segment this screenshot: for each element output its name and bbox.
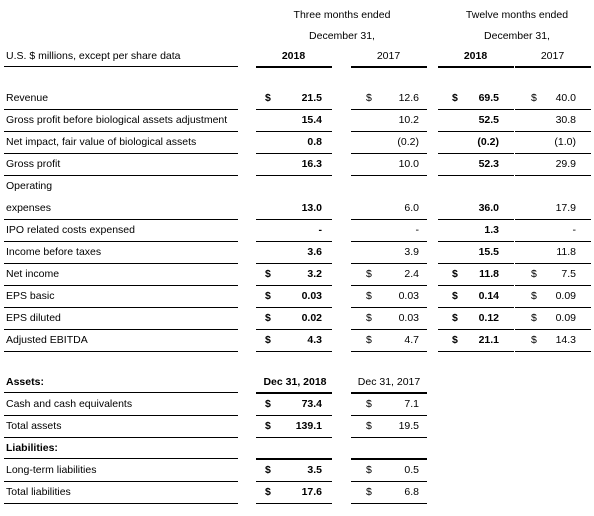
- row-label: EPS basic: [6, 290, 55, 302]
- table-cell-value: (0.2): [477, 136, 499, 148]
- table-cell-value: 12.6: [398, 92, 419, 104]
- row-label: IPO related costs expensed: [6, 224, 135, 236]
- row-divider-col: [515, 329, 591, 330]
- row-divider-col: [351, 153, 427, 154]
- row-label: Net impact, fair value of biological assets: [6, 136, 197, 148]
- header-rule-col: [438, 66, 514, 68]
- row-divider-col: [438, 241, 514, 242]
- row-divider: [4, 219, 238, 220]
- row-divider-col: [256, 263, 332, 264]
- currency-symbol: $: [452, 92, 458, 104]
- currency-symbol: $: [531, 268, 537, 280]
- currency-symbol: $: [531, 290, 537, 302]
- table-cell-value: 10.0: [398, 158, 419, 170]
- row-divider-col: [256, 131, 332, 132]
- table-cell-value: 2.4: [404, 268, 419, 280]
- row-divider-col: [351, 307, 427, 308]
- table-cell-value: 4.3: [307, 334, 322, 346]
- row-divider-col: [256, 175, 332, 176]
- row-divider-col: [351, 351, 427, 352]
- row-divider-col: [438, 351, 514, 352]
- currency-symbol: $: [452, 268, 458, 280]
- table-cell-value: 11.8: [556, 246, 576, 258]
- row-divider-col: [256, 329, 332, 330]
- row-divider-col: [256, 109, 332, 110]
- header-rule: [4, 66, 238, 67]
- currency-symbol: $: [366, 398, 372, 410]
- table-cell-value: 36.0: [478, 202, 499, 214]
- currency-symbol: $: [531, 312, 537, 324]
- twelve-months-header: Twelve months ended: [465, 9, 569, 21]
- row-divider: [4, 415, 238, 416]
- row-divider: [4, 351, 238, 352]
- table-cell-value: 0.09: [555, 290, 576, 302]
- row-divider-col: [256, 351, 332, 352]
- row-divider-col: [515, 153, 591, 154]
- table-cell-value: 1.3: [484, 224, 499, 236]
- table-cell-value: 11.8: [479, 268, 499, 280]
- row-divider-col: [351, 131, 427, 132]
- table-cell-value: 15.5: [478, 246, 499, 258]
- currency-symbol: $: [366, 420, 372, 432]
- row-divider-col: [256, 415, 332, 416]
- row-label: EPS diluted: [6, 312, 61, 324]
- row-divider-col: [438, 153, 514, 154]
- row-divider-col: [256, 241, 332, 242]
- table-cell-value: 3.6: [307, 246, 322, 258]
- col-header-3m-2018: 2018: [281, 50, 306, 62]
- table-cell-value: 17.9: [555, 202, 576, 214]
- row-divider-col: [351, 109, 427, 110]
- row-label: Operating: [6, 180, 53, 192]
- row-divider: [4, 329, 238, 330]
- currency-symbol: $: [366, 92, 372, 104]
- currency-symbol: $: [366, 312, 372, 324]
- currency-symbol: $: [265, 312, 271, 324]
- table-cell-value: 0.8: [307, 136, 322, 148]
- row-divider-col: [351, 437, 427, 438]
- currency-symbol: $: [265, 464, 271, 476]
- table-cell-value: 16.3: [301, 158, 322, 170]
- row-label: Cash and cash equivalents: [6, 398, 133, 410]
- assets-heading: Assets:: [6, 376, 44, 388]
- table-cell-value: 3.2: [307, 268, 322, 280]
- currency-symbol: $: [452, 334, 458, 346]
- row-divider-col: [256, 307, 332, 308]
- three-months-header: Three months ended: [293, 9, 391, 21]
- currency-symbol: $: [452, 312, 458, 324]
- table-cell-value: 40.0: [555, 92, 576, 104]
- col-header-3m-2017: 2017: [376, 50, 401, 62]
- table-cell-value: 13.0: [301, 202, 322, 214]
- row-divider-col: [515, 219, 591, 220]
- currency-symbol: $: [366, 464, 372, 476]
- table-cell-value: 3.5: [307, 464, 322, 476]
- row-divider: [4, 503, 238, 504]
- currency-symbol: $: [531, 92, 537, 104]
- row-divider-col: [438, 109, 514, 110]
- liabilities-heading-rule-col: [351, 458, 427, 460]
- liabilities-heading: Liabilities:: [6, 442, 58, 454]
- row-divider-col: [351, 285, 427, 286]
- row-divider-col: [351, 263, 427, 264]
- currency-symbol: $: [265, 290, 271, 302]
- table-cell-value: 0.5: [404, 464, 419, 476]
- table-cell-value: 21.1: [478, 334, 499, 346]
- row-label: Total assets: [6, 420, 62, 432]
- row-divider-col: [515, 263, 591, 264]
- row-divider: [4, 175, 238, 176]
- table-cell-value: 73.4: [301, 398, 322, 410]
- balance-header-rule: [256, 392, 332, 394]
- header-rule-col: [256, 66, 332, 68]
- table-cell-value: 69.5: [478, 92, 499, 104]
- row-divider-col: [438, 285, 514, 286]
- table-cell-value: -: [415, 224, 419, 236]
- row-divider-col: [256, 219, 332, 220]
- table-cell-value: 14.3: [555, 334, 576, 346]
- currency-symbol: $: [366, 334, 372, 346]
- row-divider-col: [351, 329, 427, 330]
- row-divider-col: [438, 307, 514, 308]
- col-header-12m-2017: 2017: [540, 50, 565, 62]
- table-cell-value: 0.03: [398, 312, 419, 324]
- assets-heading-rule: [4, 392, 238, 393]
- table-cell-value: 0.02: [301, 312, 322, 324]
- table-cell-value: 10.2: [398, 114, 419, 126]
- row-label: Adjusted EBITDA: [6, 334, 88, 346]
- row-divider-col: [515, 307, 591, 308]
- row-divider-col: [351, 219, 427, 220]
- table-cell-value: -: [572, 224, 576, 236]
- row-label: Income before taxes: [6, 246, 102, 258]
- twelve-months-date: December 31,: [484, 30, 550, 42]
- table-cell-value: 0.03: [398, 290, 419, 302]
- currency-symbol: $: [265, 334, 271, 346]
- table-cell-value: 52.3: [478, 158, 499, 170]
- row-label: Total liabilities: [6, 486, 71, 498]
- row-divider: [4, 241, 238, 242]
- col-header-12m-2018: 2018: [463, 50, 488, 62]
- row-divider: [4, 481, 238, 482]
- table-cell-value: 0.12: [478, 312, 499, 324]
- row-divider-col: [256, 153, 332, 154]
- table-cell-value: -: [318, 224, 322, 236]
- table-cell-value: 0.09: [555, 312, 576, 324]
- row-divider-col: [351, 175, 427, 176]
- liabilities-heading-rule-col: [256, 458, 332, 460]
- row-divider-col: [256, 285, 332, 286]
- currency-symbol: $: [366, 290, 372, 302]
- table-cell-value: 7.5: [561, 268, 576, 280]
- currency-symbol: $: [265, 420, 271, 432]
- balance-col-header-2017: Dec 31, 2017: [357, 376, 421, 388]
- table-cell-value: 15.4: [301, 114, 322, 126]
- table-cell-value: 30.8: [555, 114, 576, 126]
- row-divider-col: [515, 285, 591, 286]
- currency-symbol: $: [531, 334, 537, 346]
- row-label: Gross profit before biological assets adjustment: [6, 114, 228, 126]
- table-cell-value: 29.9: [555, 158, 576, 170]
- table-cell-value: (1.0): [554, 136, 576, 148]
- currency-symbol: $: [265, 398, 271, 410]
- row-divider-col: [515, 131, 591, 132]
- row-divider-col: [351, 503, 427, 504]
- row-divider-col: [515, 175, 591, 176]
- currency-symbol: $: [265, 268, 271, 280]
- table-cell-value: 0.14: [478, 290, 499, 302]
- table-cell-value: 6.8: [404, 486, 419, 498]
- row-divider-col: [515, 241, 591, 242]
- row-divider-col: [515, 109, 591, 110]
- row-divider-col: [438, 329, 514, 330]
- balance-header-rule: [351, 392, 427, 394]
- table-cell-value: 52.5: [478, 114, 499, 126]
- units-label: U.S. $ millions, except per share data: [6, 50, 181, 62]
- row-divider-col: [438, 131, 514, 132]
- row-divider-col: [351, 481, 427, 482]
- row-label: Revenue: [6, 92, 49, 104]
- row-divider-col: [351, 415, 427, 416]
- row-divider-col: [438, 175, 514, 176]
- currency-symbol: $: [366, 268, 372, 280]
- currency-symbol: $: [265, 486, 271, 498]
- header-rule-col: [515, 66, 591, 68]
- row-divider-col: [438, 219, 514, 220]
- row-label-continued: expenses: [6, 202, 51, 214]
- row-label: Long-term liabilities: [6, 464, 97, 476]
- row-divider: [4, 131, 238, 132]
- row-divider: [4, 109, 238, 110]
- row-divider-col: [256, 503, 332, 504]
- table-cell-value: 0.03: [301, 290, 322, 302]
- row-divider: [4, 153, 238, 154]
- header-rule-col: [351, 66, 427, 68]
- balance-col-header-2018: Dec 31, 2018: [263, 376, 327, 388]
- row-label: Net income: [6, 268, 60, 280]
- table-cell-value: 139.1: [295, 420, 322, 432]
- row-divider-col: [351, 241, 427, 242]
- row-divider: [4, 437, 238, 438]
- currency-symbol: $: [366, 486, 372, 498]
- row-divider-col: [256, 481, 332, 482]
- table-cell-value: 3.9: [404, 246, 419, 258]
- row-divider-col: [438, 263, 514, 264]
- table-cell-value: 7.1: [404, 398, 419, 410]
- table-cell-value: 19.5: [398, 420, 419, 432]
- row-divider: [4, 263, 238, 264]
- three-months-date: December 31,: [309, 30, 375, 42]
- liabilities-heading-rule: [4, 458, 238, 459]
- currency-symbol: $: [452, 290, 458, 302]
- table-cell-value: (0.2): [397, 136, 419, 148]
- table-cell-value: 21.5: [301, 92, 322, 104]
- table-cell-value: 4.7: [404, 334, 419, 346]
- row-divider: [4, 307, 238, 308]
- row-divider-col: [515, 351, 591, 352]
- row-divider: [4, 285, 238, 286]
- currency-symbol: $: [265, 92, 271, 104]
- row-label: Gross profit: [6, 158, 61, 170]
- row-divider-col: [256, 437, 332, 438]
- table-cell-value: 6.0: [404, 202, 419, 214]
- table-cell-value: 17.6: [301, 486, 322, 498]
